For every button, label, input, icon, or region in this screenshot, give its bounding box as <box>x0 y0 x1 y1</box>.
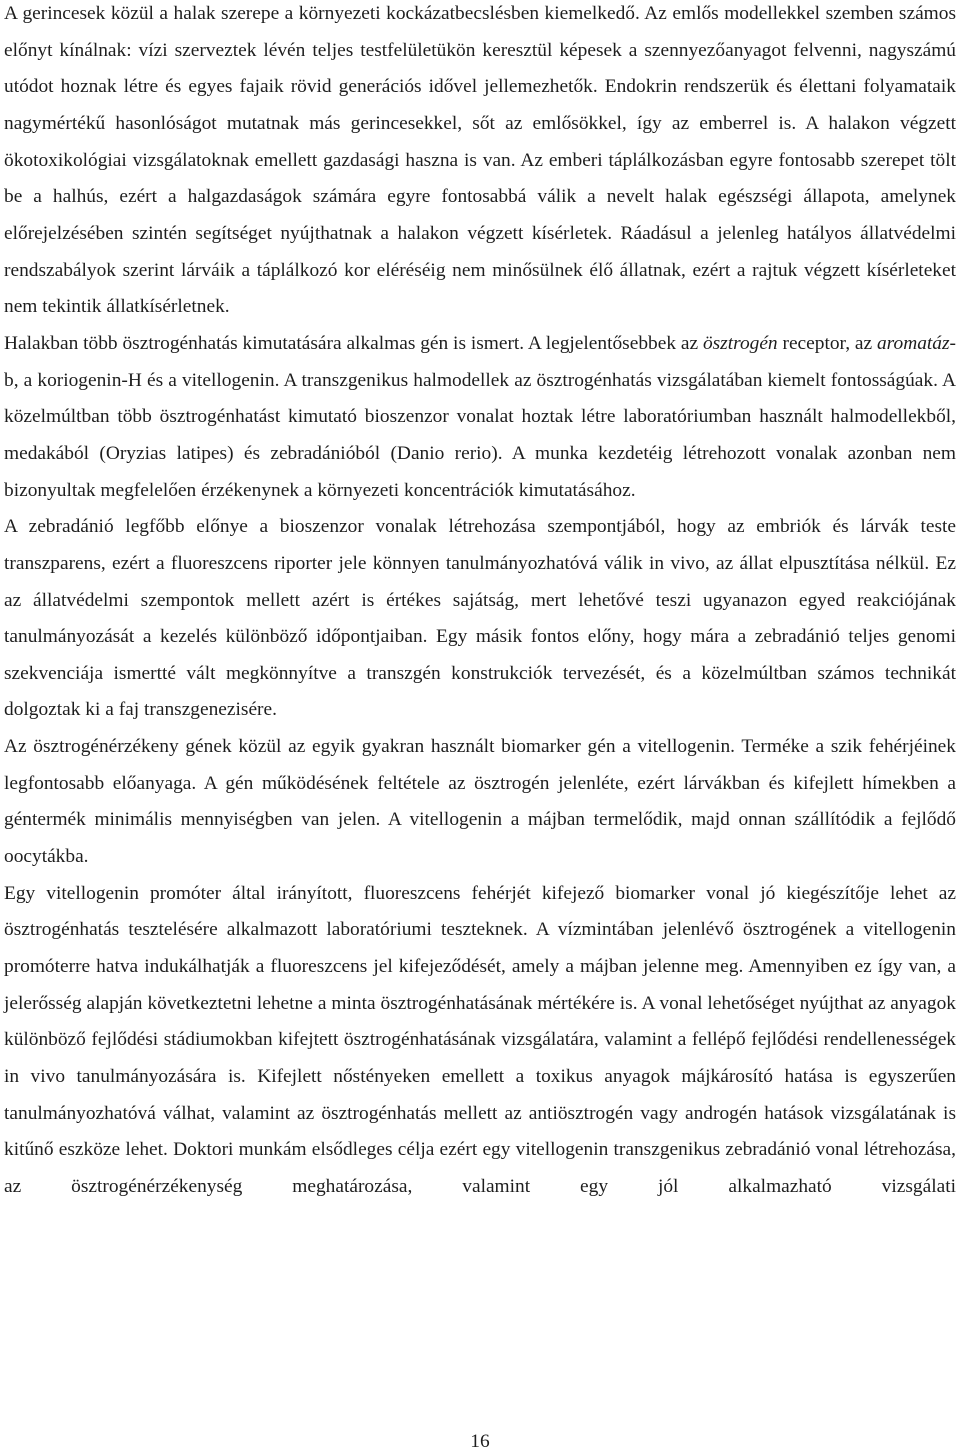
paragraph-4: Az ösztrogénérzékeny gének közül az egyik gyakran használt biomarker gén a vitellogenin. Terméke a szik fehérjéinek legfontosabb előanyaga. A gén működésének feltétele az ösztrogén jelenléte, ezért lárvákban és kifejlett hímekben a géntermék minimális mennyiségben van jelen. A vitellogenin a májban termelődik, majd onnan szállítódik a fejlődő oocytákba. <box>4 736 956 868</box>
paragraph-1: A gerincesek közül a halak szerepe a környezeti kockázatbecslésben kiemelkedő. Az emlős modellekkel szemben számos előnyt kínálnak: vízi szerveztek lévén teljes testfelületükön keresztül képesek a szennyezőanyagot felvenni, nagyszámú utódot hoznak létre és egyes fajaik rövid generációs idővel jellemezhetők. Endokrin rendszerük és élettani folyamataik nagymértékű hasonlóságot mutatnak más gerincesekkel, sőt az emlősökkel, így az emberrel is. A halakon végzett ökotoxikológiai vizsgálatoknak emellett gazdasági haszna is van. Az emberi táplálkozásban egyre fontosabb szerepet tölt be a halhús, ezért a halgazdaságok számára egyre fontosabbá válik a nevelt halak egészségi állapota, amelynek előrejelzésében szintén segítséget nyújthatnak a halakon végzett kísérletek. Ráadásul a jelenleg hatályos állatvédelmi rendszabályok szerint lárváik a táplálkozó kor eléréséig nem minősülnek élő állatnak, ezért a rajtuk végzett kísérleteket nem tekintik állatkísérletnek. <box>4 3 956 318</box>
paragraph-2-text-a: Halakban több ösztrogénhatás kimutatására alkalmas gén is ismert. A legjelentősebbek az <box>4 332 703 354</box>
paragraph-2-text-c: -b, a koriogenin-H és a vitellogenin. A transzgenikus halmodellek az ösztrogénhatás vizsgálatában kiemelt fontosságúak. A közelmúltban több ösztrogénhatást kimutató bioszenzor vonalat hoztak létre laboratóriumban használt halmodellekből, medakából (Oryzias latipes) és zebradánióból (Danio rerio). A munka kezdetéig létrehozott vonalak azonban nem bizonyultak megfelelően érzékenynek a környezeti koncentrációk kimutatásához. <box>4 332 956 501</box>
paragraph-2-text-b: receptor, az <box>777 332 877 354</box>
paragraph-3: A zebradánió legfőbb előnye a bioszenzor vonalak létrehozása szempontjából, hogy az embriók és lárvák teste transzparens, ezért a fluoreszcens riporter jele könnyen tanulmányozhatóvá válik in vivo, az állat elpusztítása nélkül. Ez az állatvédelmi szempontok mellett azért is értékes sajátság, mert lehetővé teszi ugyanazon egyed reakciójának tanulmányozását a kezelés különböző időpontjaiban. Egy másik fontos előny, hogy mára a zebradánió teljes genomi szekvenciája ismertté vált megkönnyítve a transzgén konstrukciók tervezését, és a közelmúltban számos technikát dolgoztak ki a faj transzgenezisére. <box>4 516 956 721</box>
paragraph-2 <box>4 326 956 509</box>
paragraph-2-italic-term-estrogen: ösztrogén <box>702 332 778 354</box>
paragraph-2-italic-term-aromatase: aromatáz <box>876 332 950 354</box>
paragraph-5: Egy vitellogenin promóter által irányított, fluoreszcens fehérjét kifejező biomarker vonal jó kiegészítője lehet az ösztrogénhatás tesztelésére alkalmazott laboratóriumi teszteknek. A vízmintában jelenlévő ösztrogének a vitellogenin promóterre hatva indukálhatják a fluoreszcens jel kifejeződését, amely a májban jelenne meg. Amennyiben ez így van, a jelerősség alapján következtetni lehetne a minta ösztrogénhatásának mértékére is. A vonal lehetőséget nyújthat az anyagok különböző fejlődési stádiumokban kifejtett ösztrogénhatásának vizsgálatára, valamint a fellépő fejlődési rendellenességek in vivo tanulmányozására is. Kifejlett nőstényeken emellett a toxikus anyagok májkárosító hatása is egyszerűen tanulmányozhatóvá válhat, valamint az ösztrogénhatás mellett az antiösztrogén vagy androgén hatások vizsgálatának is kitűnő eszköze lehet. Doktori munkám elsődleges célja ezért egy vitellogenin transzgenikus zebradánió vonal létrehozása, az ösztrogénérzékenység meghatározása, valamint egy jól alkalmazható vizsgálati <box>4 882 956 1197</box>
document-page <box>4 0 956 1206</box>
page-number: 16 <box>470 1431 490 1452</box>
